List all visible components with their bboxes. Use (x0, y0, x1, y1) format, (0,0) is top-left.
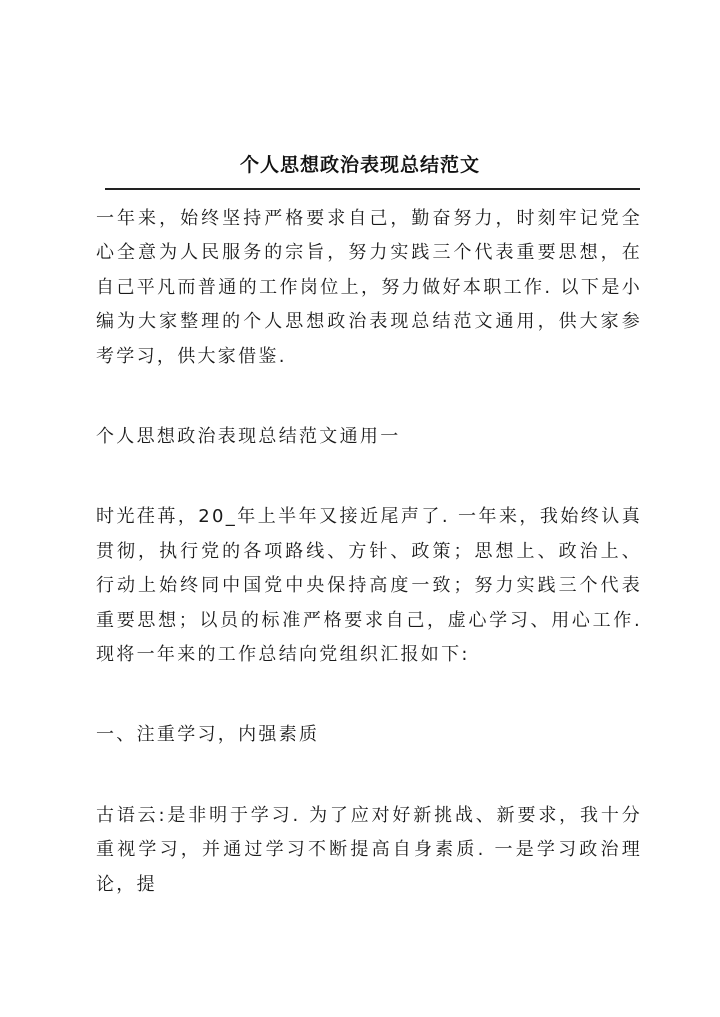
document-title: 个人思想政治表现总结范文 (239, 154, 480, 176)
document-body (96, 202, 642, 902)
body-paragraph: 时光荏苒，20_年上半年又接近尾声了. 一年来，我始终认真贯彻，执行党的各项路线、方针、政策；思想上、政治上、行动上始终同中国党中央保持高度一致；努力实践三个代表重要思想；以员的标准严格要求自己，虚心学习、用心工作. 现将一年来的工作总结向党组织汇报如下: (96, 506, 642, 666)
section-heading: 个人思想政治表现总结范文通用一 (96, 426, 401, 448)
subsection-heading: 一、注重学习，内强素质 (96, 724, 320, 746)
title-divider (105, 188, 640, 190)
intro-paragraph: 一年来，始终坚持严格要求自己，勤奋努力，时刻牢记党全心全意为人民服务的宗旨，努力实践三个代表重要思想，在自己平凡而普通的工作岗位上，努力做好本职工作. 以下是小编为大家整理的个人思想政治表现总结范文通用，供大家参考学习，供大家借鉴. (96, 208, 642, 367)
body-paragraph: 古语云:是非明于学习. 为了应对好新挑战、新要求，我十分重视学习，并通过学习不断提高自身素质. 一是学习政治理论，提 (96, 804, 642, 895)
